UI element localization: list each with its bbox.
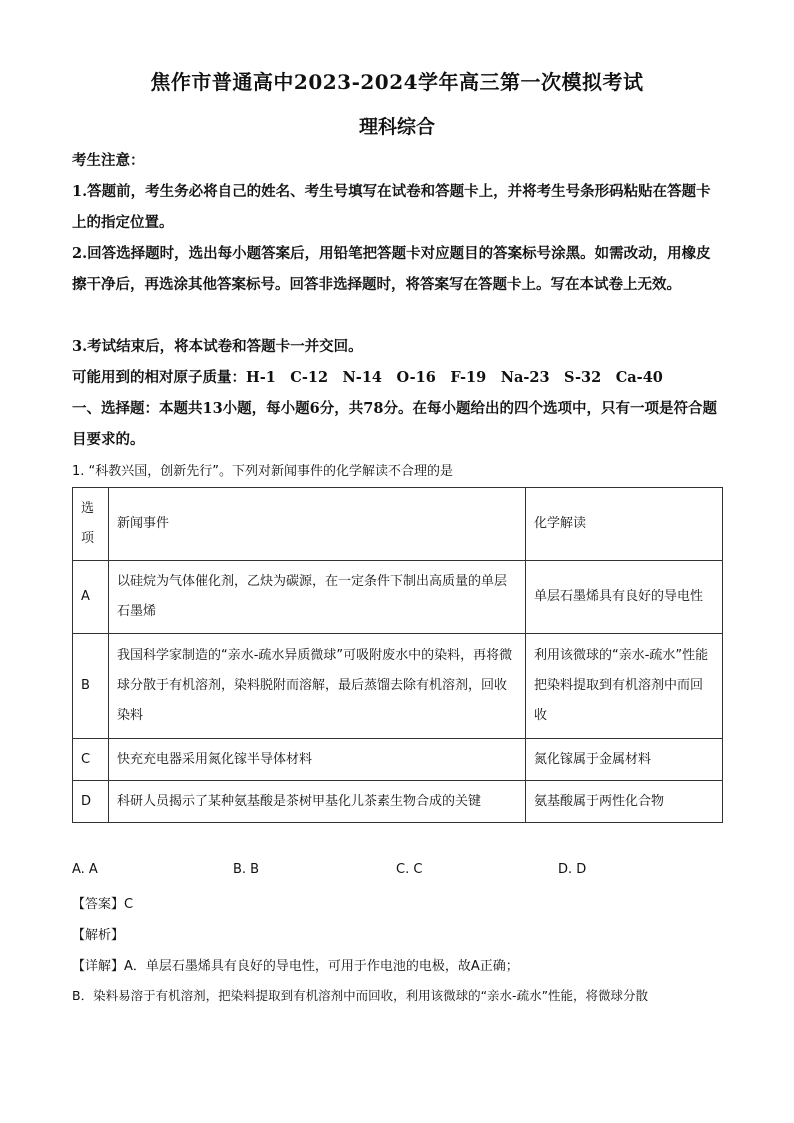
table-header-row <box>73 488 723 561</box>
row-option: A <box>73 561 109 634</box>
notice-heading: 考生注意： <box>72 152 145 169</box>
table-row <box>73 739 723 781</box>
notice-item-3: 3.考试结束后，将本试卷和答题卡一并交回。 <box>72 338 363 355</box>
choice-b: B. B <box>233 862 260 877</box>
row-interpretation: 氨基酸属于两性化合物 <box>526 781 723 823</box>
row-news: 科研人员揭示了某种氨基酸是茶树甲基化儿茶素生物合成的关键 <box>109 781 526 823</box>
detail-a: 【详解】A．单层石墨烯具有良好的导电性，可用于作电池的电极，故A正确； <box>72 959 519 974</box>
row-news: 快充充电器采用氮化镓半导体材料 <box>109 739 526 781</box>
row-interpretation: 氮化镓属于金属材料 <box>526 739 723 781</box>
table-row <box>73 634 723 739</box>
detail-b: B．染料易溶于有机溶剂，把染料提取到有机溶剂中而回收，利用该微球的“亲水-疏水”性能，将微球分散 <box>72 988 649 1003</box>
row-news: 我国科学家制造的“亲水-疏水异质微球”可吸附废水中的染料，再将微球分散于有机溶剂，染料脱附而溶解，最后蒸馏去除有机溶剂，回收染料 <box>109 634 526 739</box>
table-row <box>73 781 723 823</box>
row-news: 以硅烷为气体催化剂，乙炔为碳源，在一定条件下制出高质量的单层石墨烯 <box>109 561 526 634</box>
table-row <box>73 561 723 634</box>
atomic-masses: 可能用到的相对原子质量：H-1 C-12 N-14 O-16 F-19 Na-23 S-32 Ca-40 <box>72 369 663 386</box>
section-heading: 一、选择题：本题共13小题，每小题6分，共78分。在每小题给出的四个选项中，只有一项是符合题目要求的。 <box>72 400 717 448</box>
exam-title: 焦作市普通高中2023-2024学年高三第一次模拟考试 <box>150 70 644 94</box>
row-option: D <box>73 781 109 823</box>
notice-item-2: 2.回答选择题时，选出每小题答案后，用铅笔把答题卡对应题目的答案标号涂黑。如需改动，用橡皮擦干净后，再选涂其他答案标号。回答非选择题时，将答案写在答题卡上。写在本试卷上无效。 <box>72 245 711 293</box>
news-table <box>72 487 723 823</box>
row-interpretation: 单层石墨烯具有良好的导电性 <box>526 561 723 634</box>
choice-d: D. D <box>558 862 587 877</box>
exam-subtitle: 理科综合 <box>358 116 435 138</box>
choice-c: C. C <box>396 862 423 877</box>
answer-line: 【答案】C <box>72 897 134 912</box>
row-option: C <box>73 739 109 781</box>
header-option: 选项 <box>73 488 109 561</box>
row-interpretation: 利用该微球的“亲水-疏水”性能把染料提取到有机溶剂中而回收 <box>526 634 723 739</box>
analysis-label: 【解析】 <box>72 928 125 943</box>
notice-item-1: 1.答题前，考生务必将自己的姓名、考生号填写在试卷和答题卡上，并将考生号条形码粘贴在答题卡上的指定位置。 <box>72 183 711 231</box>
row-option: B <box>73 634 109 739</box>
header-interpretation: 化学解读 <box>526 488 723 561</box>
question-1-stem: 1. “科教兴国，创新先行”。下列对新闻事件的化学解读不合理的是 <box>72 464 454 479</box>
choice-a: A. A <box>72 862 98 877</box>
header-news: 新闻事件 <box>109 488 526 561</box>
